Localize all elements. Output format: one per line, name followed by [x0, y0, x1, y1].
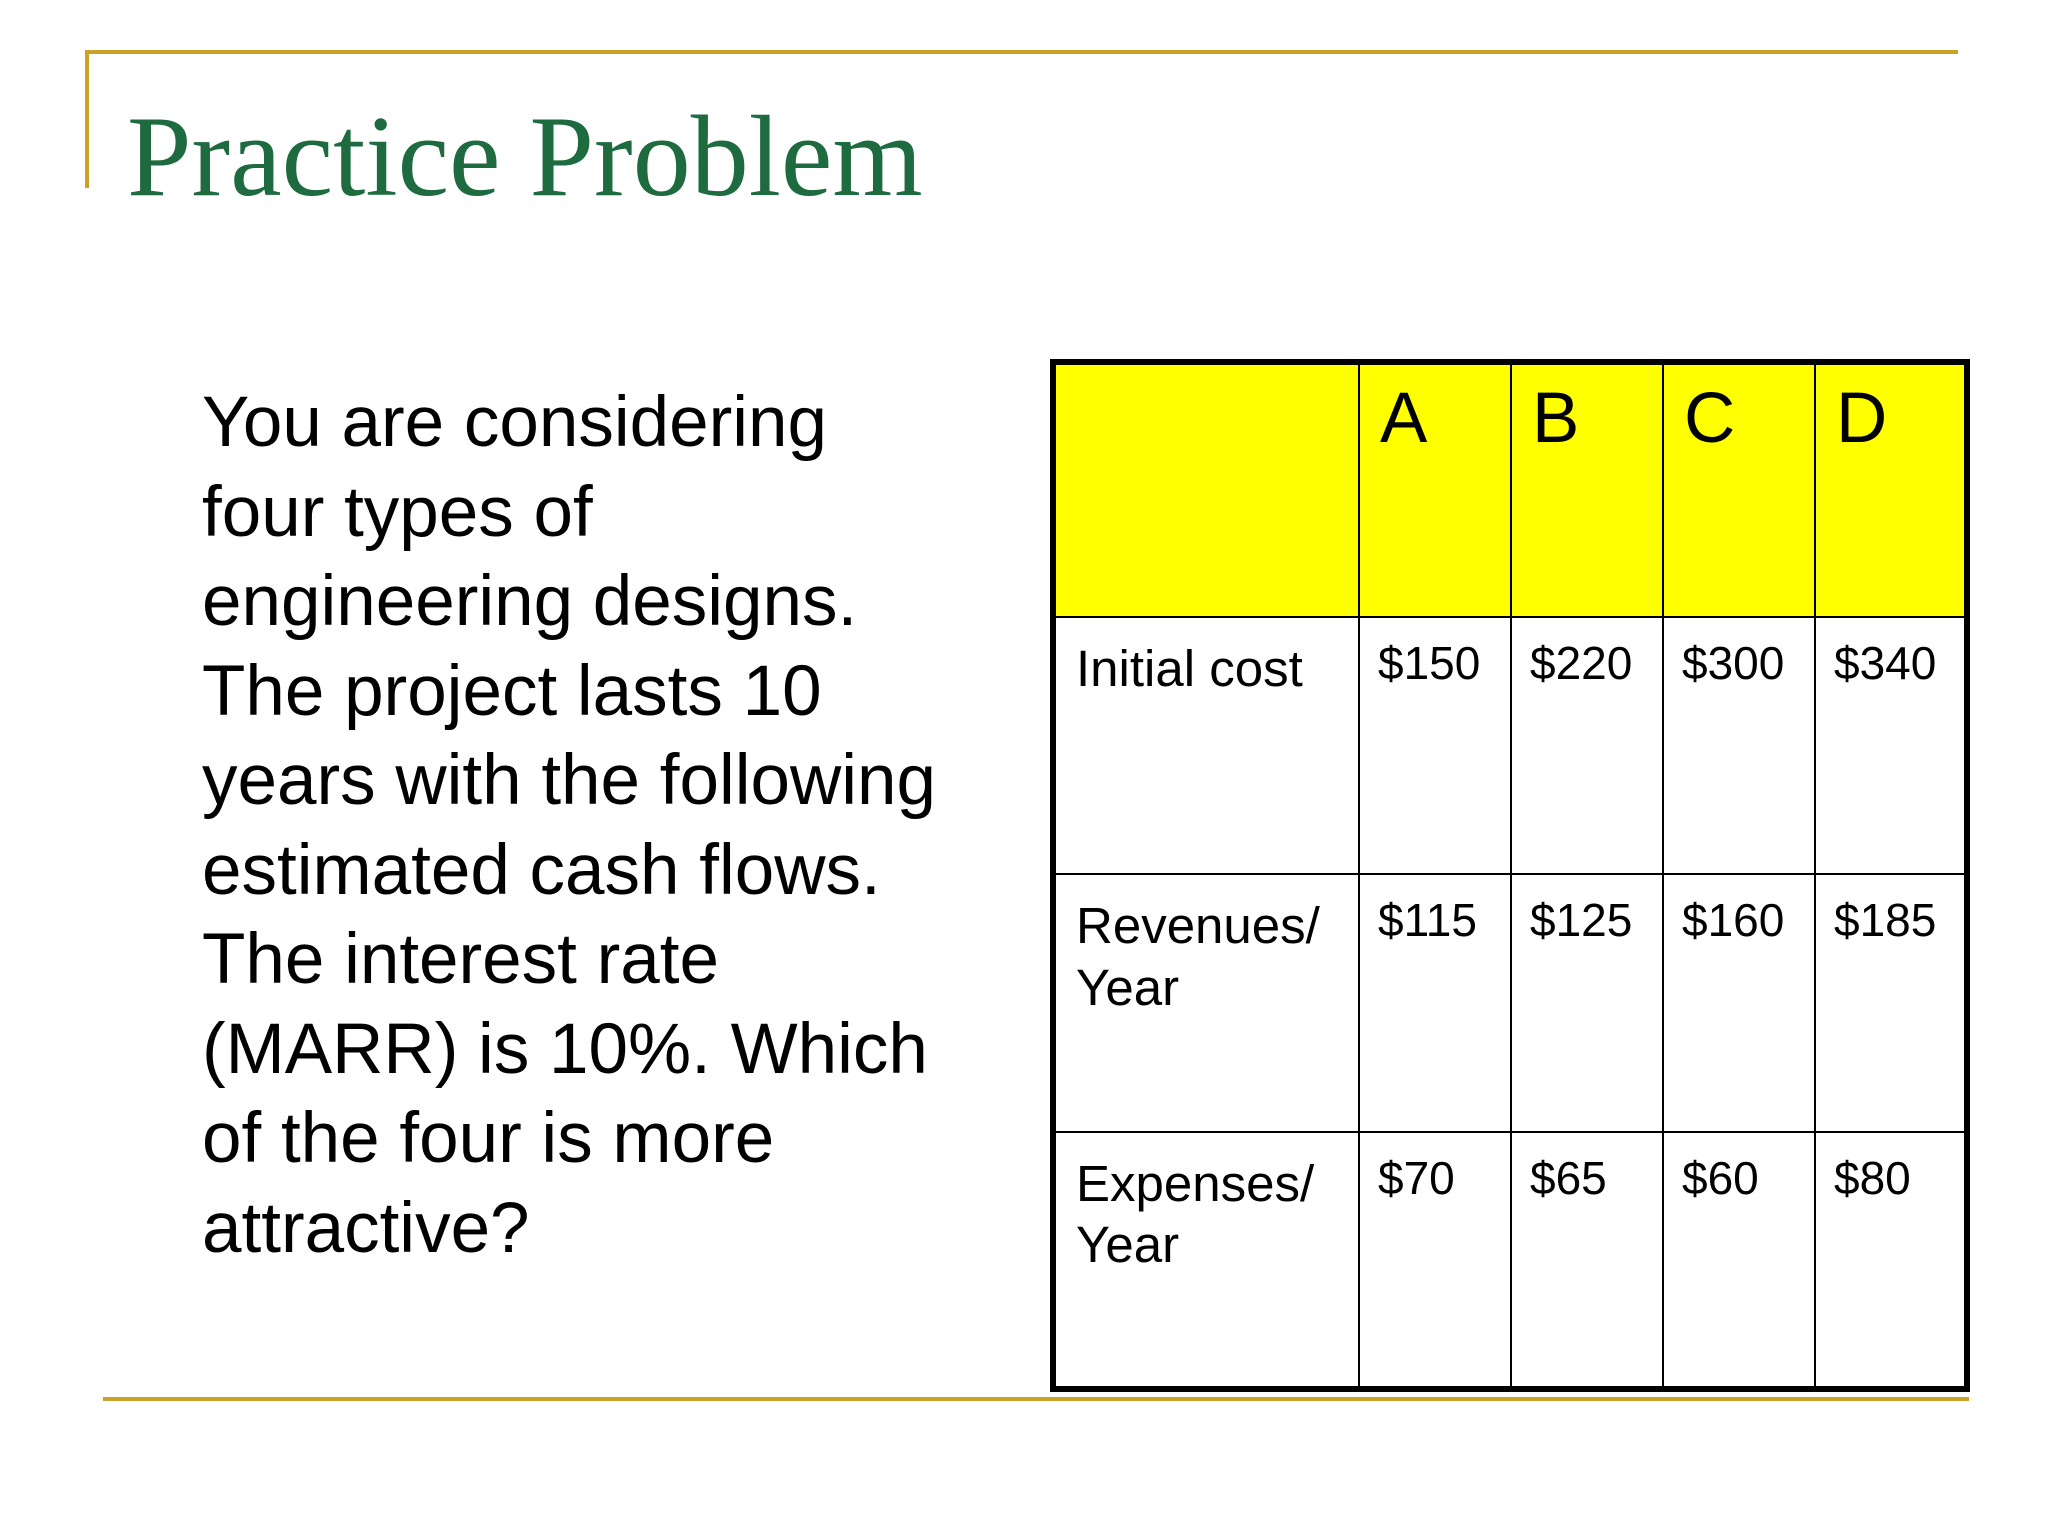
problem-line: The interest rate — [202, 920, 719, 999]
problem-line: estimated cash flows. — [202, 830, 881, 910]
table-row-expenses — [1053, 1132, 1967, 1389]
table-header-row — [1053, 362, 1967, 617]
cash-flow-table — [1050, 359, 1970, 1392]
row-label-text: Year — [1076, 958, 1180, 1016]
column-header-d: D — [1815, 362, 1967, 617]
problem-line: four types of — [202, 472, 593, 552]
column-header-c: C — [1663, 362, 1815, 617]
row-label-initial-cost — [1053, 617, 1359, 874]
row-label-text: Initial cost — [1076, 640, 1303, 697]
row-label-text: Revenues/ — [1076, 897, 1320, 955]
column-header-b: B — [1511, 362, 1663, 617]
problem-statement — [202, 378, 1002, 1273]
table-row-initial-cost — [1053, 617, 1967, 874]
row-label-revenues — [1053, 874, 1359, 1131]
left-accent-rule — [85, 50, 89, 188]
problem-line: The project lasts 10 — [202, 651, 822, 731]
table-cell: $125 — [1511, 874, 1663, 1131]
table-row-revenues — [1053, 874, 1967, 1131]
table-cell: $115 — [1359, 874, 1511, 1131]
row-label-text: Expenses/ — [1076, 1154, 1315, 1212]
table-cell: $160 — [1663, 874, 1815, 1131]
table-cell: $220 — [1511, 617, 1663, 874]
row-label-text: Year — [1076, 1215, 1180, 1273]
table-cell: $70 — [1359, 1132, 1511, 1389]
problem-line: years with the following — [202, 741, 937, 820]
problem-line: attractive? — [202, 1188, 530, 1268]
table-cell: $185 — [1815, 874, 1967, 1131]
table-corner-cell — [1053, 362, 1359, 617]
table-cell: $65 — [1511, 1132, 1663, 1389]
problem-line: (MARR) is 10%. Which — [202, 1009, 928, 1089]
table-cell: $150 — [1359, 617, 1511, 874]
table-cell: $80 — [1815, 1132, 1967, 1389]
problem-line: You are considering — [202, 383, 827, 462]
column-header-a: A — [1359, 362, 1511, 617]
slide-title: Practice Problem — [127, 93, 923, 221]
table-cell: $60 — [1663, 1132, 1815, 1389]
problem-line: of the four is more — [202, 1099, 775, 1178]
table-cell: $300 — [1663, 617, 1815, 874]
bottom-accent-rule — [103, 1397, 1969, 1401]
row-label-expenses — [1053, 1132, 1359, 1389]
top-accent-rule — [85, 50, 1958, 54]
problem-line: engineering designs. — [202, 562, 858, 641]
table-cell: $340 — [1815, 617, 1967, 874]
